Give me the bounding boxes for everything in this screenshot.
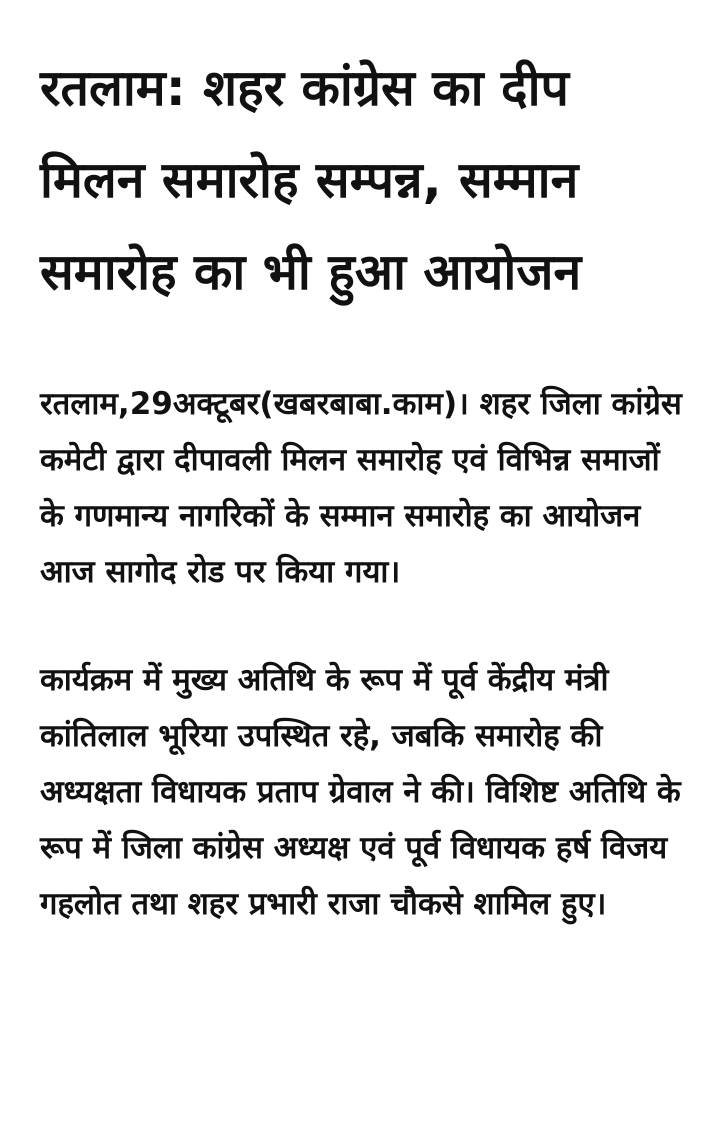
article-title: रतलाम: शहर कांग्रेस का दीप मिलन समारोह सम्पन्न, सम्मान समारोह का भी हुआ आयोजन	[40, 59, 582, 301]
article-paragraph: रतलाम,29अक्टूबर(खबरबाबा.काम)। शहर जिला कांग्रेस कमेटी द्वारा दीपावली मिलन समारोह एवं विभिन्न समाजों के गणमान्य नागरिकों के सम्मान समारोह का आयोजन आज सागोद रोड पर किया गया।	[40, 386, 682, 590]
article-paragraph: कार्यक्रम में मुख्य अतिथि के रूप में पूर्व केंद्रीय मंत्री कांतिलाल भूरिया उपस्थित रहे, जबकि समारोह की अध्यक्षता विधायक प्रताप ग्रेवाल ने की। विशिष्ट अतिथि के रूप में जिला कांग्रेस अध्यक्ष एवं पूर्व विधायक हर्ष विजय गहलोत तथा शहर प्रभारी राजा चौकसे शामिल हुए।	[40, 662, 681, 922]
article-body	[40, 376, 684, 932]
article	[40, 42, 684, 932]
